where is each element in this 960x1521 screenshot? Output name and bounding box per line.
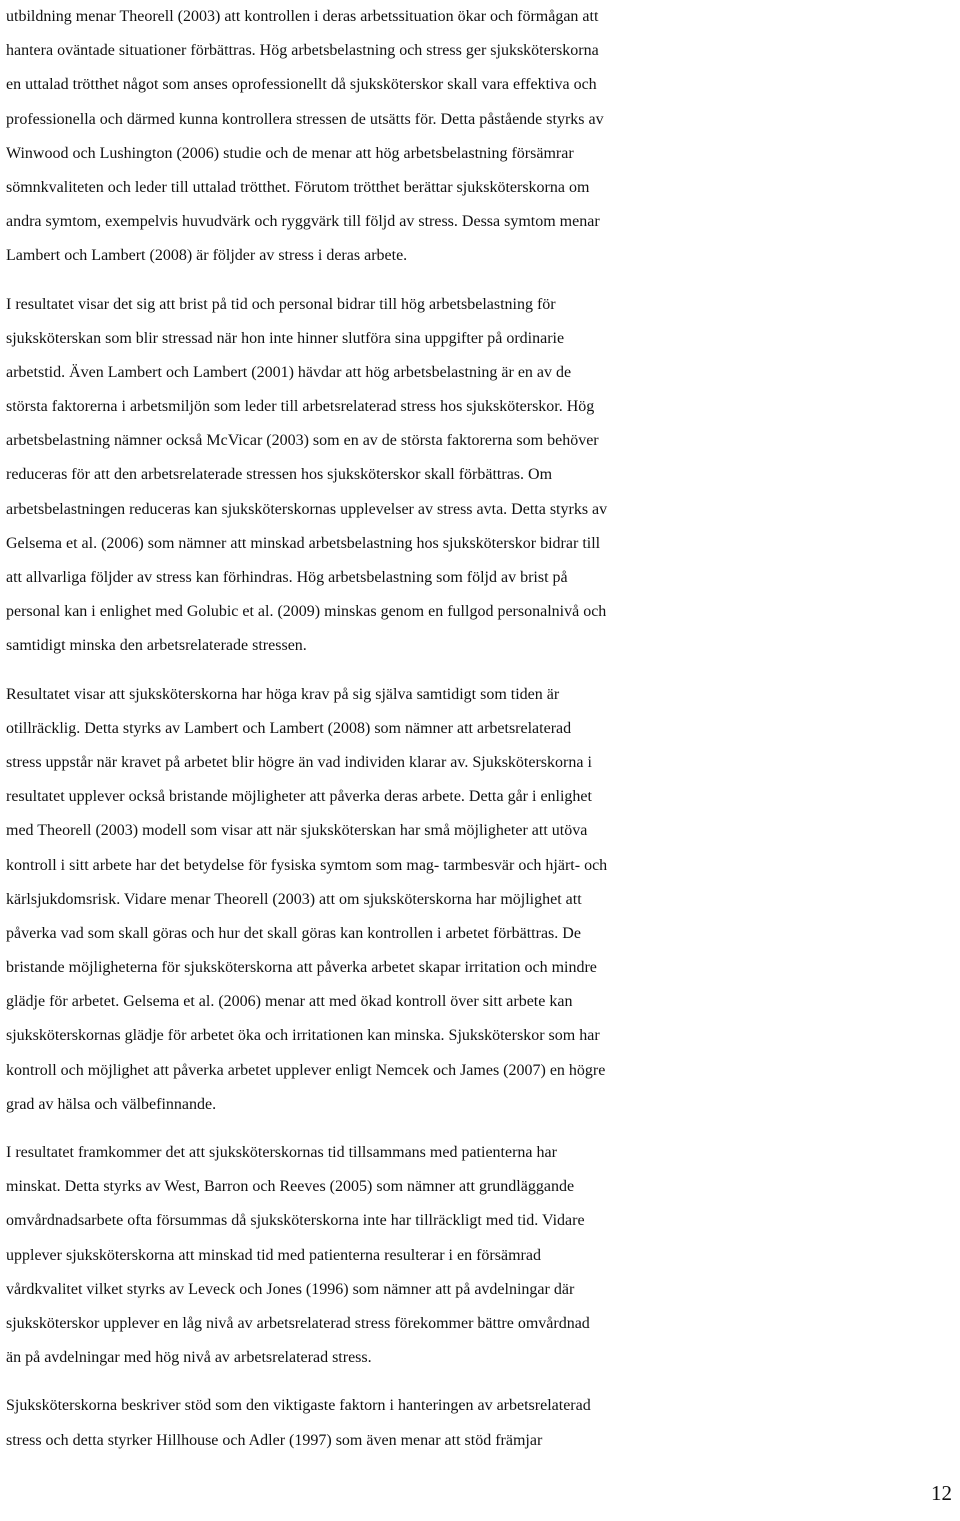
text-line: en uttalad trötthet något som anses oprofessionellt då sjuksköterskor skall vara effektiva och <box>6 76 597 94</box>
text-line: arbetsbelastning nämner också McVicar (2003) som en av de största faktorerna som behöver <box>6 432 599 450</box>
text-line: kärlsjukdomsrisk. Vidare menar Theorell (2003) att om sjuksköterskorna har möjlighet att <box>6 890 582 908</box>
text-line: I resultatet visar det sig att brist på tid och personal bidrar till hög arbetsbelastning för <box>6 295 556 313</box>
paragraph <box>6 678 956 1122</box>
paragraph <box>6 1136 956 1375</box>
text-line: Resultatet visar att sjuksköterskorna har höga krav på sig själva samtidigt som tiden är <box>6 685 560 703</box>
text-line: sjuksköterskor upplever en låg nivå av arbetsrelaterad stress förekommer bättre omvårdnad <box>6 1314 590 1332</box>
text-line: vårdkvalitet vilket styrks av Leveck och Jones (1996) som nämner att på avdelningar där <box>6 1280 575 1298</box>
text-line: hantera oväntade situationer förbättras. Hög arbetsbelastning och stress ger sjuksköterskorna <box>6 42 599 60</box>
text-line: Winwood och Lushington (2006) studie och de menar att hög arbetsbelastning försämrar <box>6 144 574 162</box>
paragraph-gap <box>6 1122 956 1136</box>
text-line: att allvarliga följder av stress kan förhindras. Hög arbetsbelastning som följd av brist på <box>6 569 568 586</box>
text-line: andra symtom, exempelvis huvudvärk och ryggvärk till följd av stress. Dessa symtom menar <box>6 213 600 231</box>
text-line: kontroll i sitt arbete har det betydelse för fysiska symtom som mag- tarmbesvär och hjärt- och <box>6 856 608 874</box>
paragraph-gap <box>6 1375 956 1389</box>
text-line: glädje för arbetet. Gelsema et al. (2006) menar att med ökad kontroll över sitt arbete kan <box>6 993 573 1011</box>
text-line: kontroll och möjlighet att påverka arbetet upplever enligt Nemcek och James (2007) en högre <box>6 1061 606 1079</box>
text-line: sjuksköterskan som blir stressad när hon inte hinner slutföra sina uppgifter på ordinarie <box>6 329 565 347</box>
body-text <box>6 0 956 1458</box>
page-number: 12 <box>931 1481 952 1505</box>
text-line: I resultatet framkommer det att sjuksköterskornas tid tillsammans med patienterna har <box>6 1144 557 1161</box>
text-line: minskat. Detta styrks av West, Barron och Reeves (2005) som nämner att grundläggande <box>6 1178 575 1196</box>
text-line: omvårdnadsarbete ofta försummas då sjuksköterskorna inte har tillräckligt med tid. Vidare <box>6 1212 585 1230</box>
text-line: upplever sjuksköterskorna att minskad tid med patienterna resulterar i en försämrad <box>6 1246 541 1264</box>
text-line: påverka vad som skall göras och hur det skall göras kan kontrollen i arbetet förbättras. De <box>6 924 581 942</box>
paragraph <box>6 288 956 664</box>
text-line: Sjuksköterskorna beskriver stöd som den viktigaste faktorn i hanteringen av arbetsrelaterad <box>6 1397 591 1415</box>
text-line: arbetsbelastningen reduceras kan sjuksköterskornas upplevelser av stress avta. Detta styrks av <box>6 500 608 518</box>
paragraph-gap <box>6 664 956 678</box>
text-line: bristande möjligheterna för sjuksköterskorna att påverka arbetet skapar irritation och mindre <box>6 959 597 977</box>
text-line: arbetstid. Även Lambert och Lambert (2001) hävdar att hög arbetsbelastning är en av de <box>6 363 572 381</box>
paragraph <box>6 0 956 274</box>
paragraph-gap <box>6 274 956 288</box>
text-line: resultatet upplever också bristande möjligheter att påverka deras arbete. Detta går i enlighet <box>6 788 592 806</box>
text-line: Lambert och Lambert (2008) är följder av stress i deras arbete. <box>6 247 408 265</box>
text-line: sjuksköterskornas glädje för arbetet öka och irritationen kan minska. Sjuksköterskor som har <box>6 1027 600 1045</box>
text-line: professionella och därmed kunna kontrollera stressen de utsätts för. Detta påstående styrks av <box>6 110 604 128</box>
text-line: grad av hälsa och välbefinnande. <box>6 1095 217 1113</box>
text-line: stress uppstår när kravet på arbetet blir högre än vad individen klarar av. Sjuksköterskorna i <box>6 753 592 771</box>
document-page <box>6 0 956 1458</box>
paragraph <box>6 1389 956 1457</box>
text-line: otillräcklig. Detta styrks av Lambert och Lambert (2008) som nämner att arbetsrelaterad <box>6 719 572 737</box>
text-line: än på avdelningar med hög nivå av arbetsrelaterad stress. <box>6 1349 372 1367</box>
text-line: största faktorerna i arbetsmiljön som leder till arbetsrelaterad stress hos sjuksköterskor. Hög <box>6 398 595 416</box>
text-line: utbildning menar Theorell (2003) att kontrollen i deras arbetssituation ökar och förmågan att <box>6 8 599 25</box>
text-line: sömnkvaliteten och leder till uttalad trötthet. Förutom trötthet berättar sjuksköterskorna om <box>6 178 590 196</box>
text-line: personal kan i enlighet med Golubic et al. (2009) minskas genom en fullgod personalnivå och <box>6 603 607 621</box>
text-line: med Theorell (2003) modell som visar att när sjuksköterskan har små möjligheter att utöva <box>6 822 588 840</box>
text-line: reduceras för att den arbetsrelaterade stressen hos sjuksköterskor skall förbättras. Om <box>6 466 553 484</box>
text-line: stress och detta styrker Hillhouse och Adler (1997) som även menar att stöd främjar <box>6 1431 543 1449</box>
text-line: samtidigt minska den arbetsrelaterade stressen. <box>6 637 307 655</box>
text-line: Gelsema et al. (2006) som nämner att minskad arbetsbelastning hos sjuksköterskor bidrar till <box>6 534 601 552</box>
